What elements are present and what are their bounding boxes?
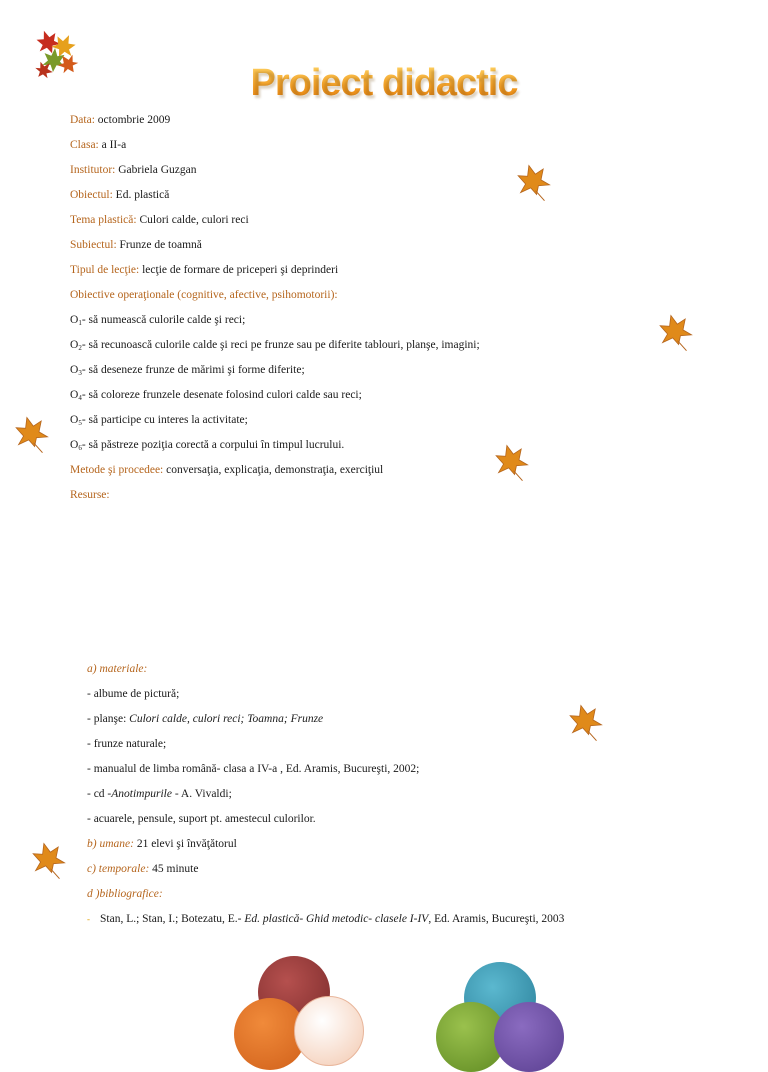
objectives-heading: Obiective operaţionale (cognitive, afective, psihomotorii): — [70, 289, 338, 301]
objective-text: - să păstreze poziţia corectă a corpului în timpul lucrului. — [81, 439, 345, 451]
decorative-ball-purple — [494, 1002, 564, 1072]
objective-prefix: O — [70, 364, 79, 376]
objective-prefix: O — [70, 314, 79, 326]
class-value: a II-a — [101, 139, 127, 151]
subject-line — [70, 189, 169, 201]
objective-text: - să participe cu interes la activitate; — [81, 414, 248, 426]
teacher-label: Institutor: — [70, 164, 116, 176]
material-item: - manualul de limba română- clasa a IV-a , Ed. Aramis, Bucureşti, 2002; — [87, 763, 420, 775]
material-item: - frunze naturale; — [87, 738, 167, 750]
material-item — [87, 788, 232, 800]
subject-value: Ed. plastică — [115, 189, 170, 201]
page-title: Proiect didactic — [0, 62, 768, 105]
date-label: Data: — [70, 114, 95, 126]
objective-prefix: O — [70, 389, 79, 401]
objective-text: - să recunoască culorile calde şi reci pe frunze sau pe diferite tablouri, planşe, imagini; — [81, 339, 480, 351]
teacher-line — [70, 164, 196, 176]
bullet-icon: - — [87, 914, 90, 924]
objective-number: 4 — [78, 394, 82, 402]
topic-line — [70, 239, 202, 251]
human-value: 21 elevi şi învăţătorul — [136, 838, 237, 850]
material-tail: - A. Vivaldi; — [171, 788, 232, 800]
material-item — [87, 713, 323, 725]
objective-prefix: O — [70, 414, 79, 426]
theme-value: Culori calde, culori reci — [139, 214, 249, 226]
objective-item — [70, 339, 480, 352]
teacher-value: Gabriela Guzgan — [118, 164, 197, 176]
methods-line — [70, 464, 383, 476]
maple-leaf-icon — [488, 438, 534, 484]
bibliography-label: d )bibliografice: — [87, 888, 163, 900]
maple-leaf-icon — [510, 158, 556, 204]
objective-text: - să numească culorile calde şi reci; — [81, 314, 246, 326]
maple-leaf-icon — [25, 836, 71, 882]
topic-label: Subiectul: — [70, 239, 117, 251]
biblio-publisher: , Ed. Aramis, Bucureşti, 2003 — [428, 913, 565, 925]
subject-label: Obiectul: — [70, 189, 113, 201]
class-label: Clasa: — [70, 139, 99, 151]
lesson-type-value: lecţie de formare de priceperi şi deprinderi — [142, 264, 339, 276]
objective-item — [70, 414, 248, 427]
objective-text: - să deseneze frunze de mărimi şi forme diferite; — [81, 364, 305, 376]
objective-number: 3 — [78, 369, 82, 377]
objective-number: 5 — [78, 419, 82, 427]
objective-item — [70, 314, 245, 327]
material-text: - planşe: — [87, 713, 130, 725]
maple-leaf-icon — [562, 698, 608, 744]
objective-text: - să coloreze frunzele desenate folosind culori calde sau reci; — [81, 389, 362, 401]
objective-item — [70, 439, 344, 452]
date-value: octombrie 2009 — [97, 114, 171, 126]
materials-label: a) materiale: — [87, 663, 148, 675]
time-label: c) temporale: — [87, 863, 150, 875]
time-line — [87, 863, 198, 875]
material-text: - cd - — [87, 788, 112, 800]
maple-leaf-icon — [8, 410, 54, 456]
maple-leaf-icon — [652, 308, 698, 354]
objective-item — [70, 364, 305, 377]
human-label: b) umane: — [87, 838, 134, 850]
biblio-title: Ed. plastică- Ghid metodic- clasele I-IV — [244, 913, 429, 925]
date-line — [70, 114, 170, 126]
human-line — [87, 838, 237, 850]
objective-item — [70, 389, 362, 402]
time-value: 45 minute — [152, 863, 199, 875]
bibliography-entry — [87, 913, 564, 925]
objective-number: 1 — [78, 319, 82, 327]
objective-prefix: O — [70, 339, 79, 351]
decorative-ball-peach — [294, 996, 364, 1066]
material-item: - albume de pictură; — [87, 688, 180, 700]
objective-number: 6 — [78, 444, 82, 452]
material-item: - acuarele, pensule, suport pt. amestecul culorilor. — [87, 813, 316, 825]
theme-line — [70, 214, 249, 226]
lesson-type-line — [70, 264, 338, 276]
class-line — [70, 139, 126, 151]
biblio-authors: Stan, L.; Stan, I.; Botezatu, E.- — [100, 913, 245, 925]
objective-prefix: O — [70, 439, 79, 451]
lesson-type-label: Tipul de lecţie: — [70, 264, 140, 276]
material-italic: Culori calde, culori reci; Toamna; Frunze — [129, 713, 324, 725]
methods-value: conversaţia, explicaţia, demonstraţia, exerciţiul — [166, 464, 384, 476]
resources-label: Resurse: — [70, 489, 110, 501]
methods-label: Metode şi procedee: — [70, 464, 164, 476]
material-italic: Anotimpurile — [111, 788, 172, 800]
topic-value: Frunze de toamnă — [119, 239, 202, 251]
objective-number: 2 — [78, 344, 82, 352]
theme-label: Tema plastică: — [70, 214, 137, 226]
